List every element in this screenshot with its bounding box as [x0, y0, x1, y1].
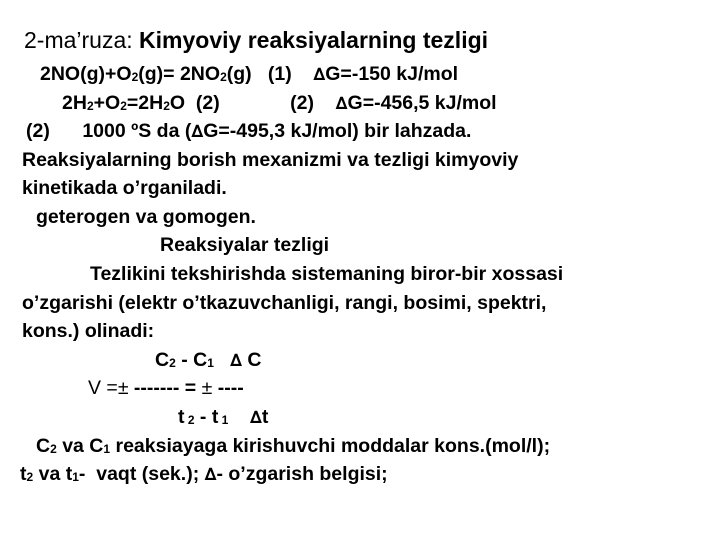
- num-c: C: [242, 349, 262, 371]
- equation-2: [62, 91, 497, 116]
- equation-3: [26, 119, 471, 144]
- definition-line-1: [36, 434, 550, 458]
- num-a-sub: 2: [169, 356, 176, 370]
- def2-a-sub: 2: [26, 470, 34, 484]
- eq1-b-sub: 2: [220, 70, 227, 84]
- fraction-bar-2: ----: [212, 377, 244, 399]
- eq2-b: +O: [93, 92, 121, 114]
- delta-symbol: ∆: [230, 351, 243, 371]
- den-mid: - t: [194, 406, 219, 428]
- formula-main-line: [88, 376, 244, 400]
- plus-minus-symbol: ±: [201, 377, 213, 399]
- def2-c: - vaqt (sek.);: [78, 463, 205, 485]
- para1-line1: Reaksiyalarning borish mexanizmi va tezligi kimyoviy: [22, 149, 519, 171]
- section-heading: Reaksiyalar tezligi: [160, 234, 330, 256]
- lecture-number: 2-ma’ruza:: [24, 27, 133, 53]
- def2-b: va t: [33, 463, 73, 485]
- def2-b-sub: 1: [72, 470, 79, 484]
- eq1-a: 2NO(g)+O: [40, 63, 132, 85]
- equation-1: [40, 62, 458, 87]
- eq2-e: G=-456,5 kJ/mol: [347, 92, 497, 114]
- eq1-c: (g) (1): [226, 63, 314, 85]
- den-c: t: [261, 406, 269, 428]
- eq2-a-sub: 2: [86, 99, 94, 113]
- para2-line3: kons.) olinadi:: [22, 320, 155, 342]
- lecture-title: [24, 28, 488, 52]
- num-b-sub: 1: [207, 356, 214, 370]
- eq1-d: G=-150 kJ/mol: [325, 63, 459, 85]
- den-a-sub: 2: [184, 413, 195, 427]
- para1-line2: kinetikada o’rganiladi.: [22, 177, 227, 199]
- delta-symbol: ∆: [250, 408, 262, 428]
- eq2-b-sub: 2: [120, 99, 127, 113]
- eq2-c-sub: 2: [163, 99, 170, 113]
- formula-numerator: [155, 348, 262, 373]
- definition-line-2: [20, 462, 388, 487]
- delta-symbol: ∆: [191, 122, 204, 142]
- plus-minus-symbol: ±: [117, 377, 129, 399]
- def1-b: va C: [56, 435, 104, 457]
- eq2-c: =2H: [126, 92, 164, 114]
- den-b-sub: 1: [218, 413, 229, 427]
- reaction-types: geterogen va gomogen.: [36, 206, 256, 228]
- eq2-d: O (2) (2): [169, 92, 336, 114]
- para2-line1: Tezlikini tekshirishda sistemaning biror-bir xossasi: [90, 263, 564, 285]
- formula-denominator: [178, 405, 268, 430]
- def2-a: t: [20, 463, 27, 485]
- delta-symbol: ∆: [313, 65, 326, 85]
- def1-a: C: [36, 435, 51, 457]
- delta-symbol: ∆: [204, 465, 217, 485]
- def1-a-sub: 2: [50, 442, 57, 456]
- lecture-topic: Kimyoviy reaksiyalarning tezligi: [139, 27, 489, 53]
- num-gap: [214, 349, 230, 371]
- formula-lhs: V =: [88, 377, 118, 399]
- eq1-b: (g)= 2NO: [138, 63, 221, 85]
- eq1-a-sub: 2: [131, 70, 139, 84]
- def1-c: reaksiayaga kirishuvchi moddalar kons.(mol/l);: [110, 435, 551, 457]
- eq2-a: 2H: [62, 92, 87, 114]
- num-mid: - C: [175, 349, 208, 371]
- para2-line2: o’zgarishi (elektr o’tkazuvchanligi, rangi, bosimi, spektri,: [22, 292, 547, 314]
- den-gap: [228, 406, 250, 428]
- den-a: t: [178, 406, 185, 428]
- num-a: C: [155, 349, 170, 371]
- fraction-bar-1: ------- =: [128, 377, 202, 399]
- def2-d: - o’zgarish belgisi;: [216, 463, 388, 485]
- eq3-b: G=-495,3 kJ/mol) bir lahzada.: [203, 120, 472, 142]
- def1-b-sub: 1: [103, 442, 111, 456]
- eq3-a: (2) 1000 ºS da (: [26, 120, 192, 142]
- delta-symbol: ∆: [335, 94, 348, 114]
